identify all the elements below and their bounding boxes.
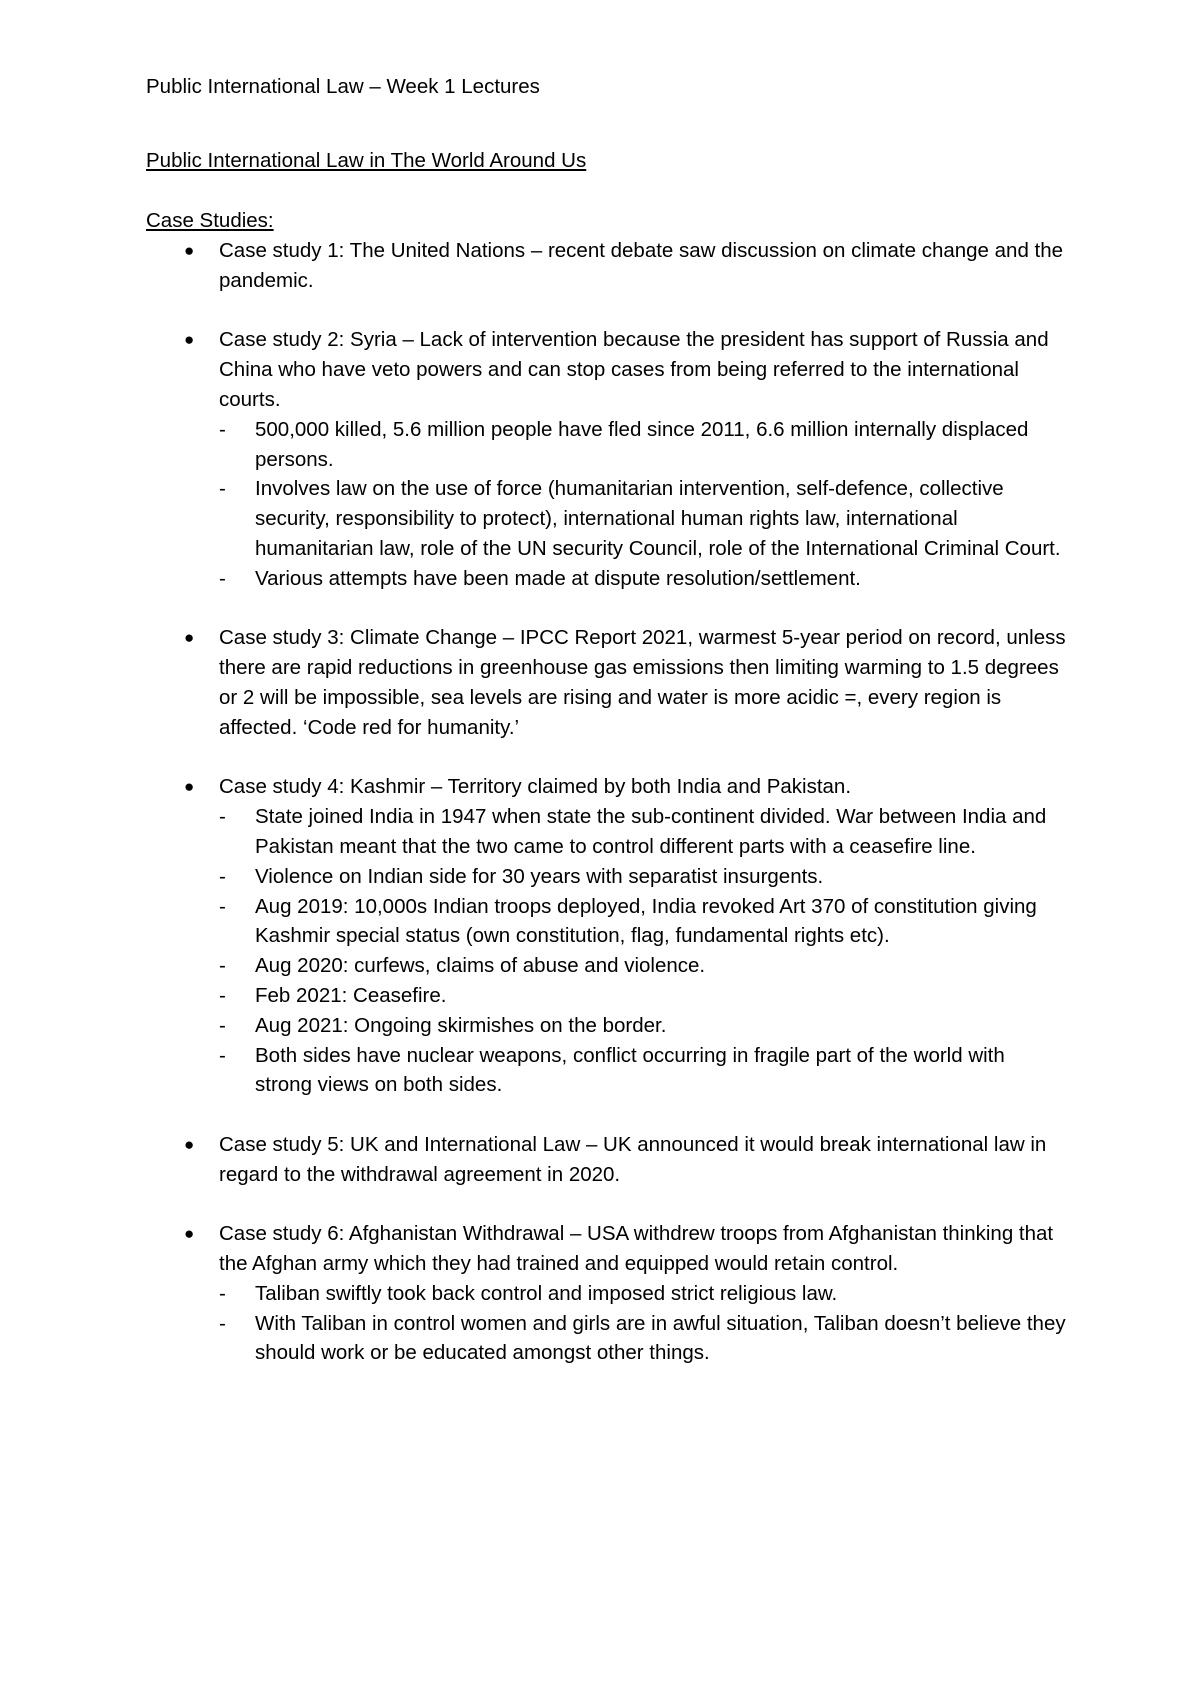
case-study-list bbox=[146, 236, 1066, 1368]
dash-icon: - bbox=[219, 864, 226, 888]
section-heading: Public International Law in The World Around Us bbox=[146, 149, 587, 172]
case-study-item bbox=[146, 623, 1066, 742]
case-study-item bbox=[146, 325, 1066, 593]
dash-icon: - bbox=[219, 954, 226, 978]
case-study-point: - Feb 2021: Ceasefire. bbox=[219, 981, 1066, 1011]
case-study-text: Case study 5: UK and International Law – UK announced it would break international law in regard to the withdrawal agreement in 2020. bbox=[219, 1132, 1047, 1186]
bullet-icon: ● bbox=[184, 777, 195, 797]
bullet-icon: ● bbox=[184, 1224, 195, 1244]
case-study-point: - With Taliban in control women and girls are in awful situation, Taliban doesn’t believe they should work or be educated amongst other things. bbox=[219, 1309, 1066, 1369]
case-study-text: Case study 4: Kashmir – Territory claimed by both India and Pakistan. bbox=[219, 775, 852, 799]
case-study-point: - Involves law on the use of force (humanitarian intervention, self-defence, collective security, responsibility to protect), international human rights law, international humanitarian law, role of the UN security Council, role of the International Criminal Court. bbox=[219, 474, 1066, 563]
case-study-point: - Violence on Indian side for 30 years with separatist insurgents. bbox=[219, 862, 1066, 892]
dash-icon: - bbox=[219, 1281, 226, 1305]
case-study-point: - Aug 2021: Ongoing skirmishes on the border. bbox=[219, 1011, 1066, 1041]
case-study-point: - State joined India in 1947 when state the sub-continent divided. War between India and Pakistan meant that the two came to control different parts with a ceasefire line. bbox=[219, 802, 1066, 862]
dash-icon: - bbox=[219, 805, 226, 829]
dash-icon: - bbox=[219, 894, 226, 918]
case-study-item bbox=[146, 772, 1066, 1100]
dash-icon: - bbox=[219, 477, 226, 501]
dash-icon: - bbox=[219, 1013, 226, 1037]
case-study-points bbox=[219, 415, 1066, 594]
dash-icon: - bbox=[219, 983, 226, 1007]
case-study-item bbox=[146, 236, 1066, 296]
bullet-icon: ● bbox=[184, 241, 195, 260]
dash-icon: - bbox=[219, 417, 226, 441]
dash-icon: - bbox=[219, 566, 226, 590]
case-study-point: - 500,000 killed, 5.6 million people have fled since 2011, 6.6 million internally displaced persons. bbox=[219, 415, 1066, 475]
bullet-icon: ● bbox=[184, 628, 195, 648]
case-study-points bbox=[219, 1279, 1066, 1368]
case-study-point: - Both sides have nuclear weapons, conflict occurring in fragile part of the world with strong views on both sides. bbox=[219, 1041, 1066, 1101]
case-study-point: - Taliban swiftly took back control and imposed strict religious law. bbox=[219, 1279, 1066, 1309]
bullet-icon: ● bbox=[184, 1134, 195, 1154]
dash-icon: - bbox=[219, 1311, 226, 1335]
dash-icon: - bbox=[219, 1043, 226, 1067]
case-study-point: - Aug 2019: 10,000s Indian troops deployed, India revoked Art 370 of constitution giving Kashmir special status (own constitution, flag, fundamental rights etc). bbox=[219, 892, 1066, 952]
case-study-point: - Various attempts have been made at dispute resolution/settlement. bbox=[219, 564, 1066, 594]
case-studies-heading: Case Studies: bbox=[146, 209, 274, 232]
case-study-text: Case study 3: Climate Change – IPCC Report 2021, warmest 5-year period on record, unless there are rapid reductions in greenhouse gas emissions then limiting warming to 1.5 degrees or 2 will be impossible, sea levels are rising and water is more acidic =, every region is affected. ‘Code red for humanity.’ bbox=[219, 626, 1066, 739]
document-title: Public International Law – Week 1 Lectures bbox=[146, 75, 540, 98]
case-study-item bbox=[146, 1219, 1066, 1368]
bullet-icon: ● bbox=[184, 330, 195, 350]
case-study-points bbox=[219, 802, 1066, 1100]
case-study-text: Case study 1: The United Nations – recent debate saw discussion on climate change and the pandemic. bbox=[219, 239, 1064, 292]
case-study-item bbox=[146, 1130, 1066, 1190]
case-study-text: Case study 6: Afghanistan Withdrawal – USA withdrew troops from Afghanistan thinking that the Afghan army which they had trained and equipped would retain control. bbox=[219, 1222, 1054, 1276]
case-study-point: - Aug 2020: curfews, claims of abuse and violence. bbox=[219, 951, 1066, 981]
case-study-text: Case study 2: Syria – Lack of intervention because the president has support of Russia and China who have veto powers and can stop cases from being referred to the international courts. bbox=[219, 328, 1049, 411]
